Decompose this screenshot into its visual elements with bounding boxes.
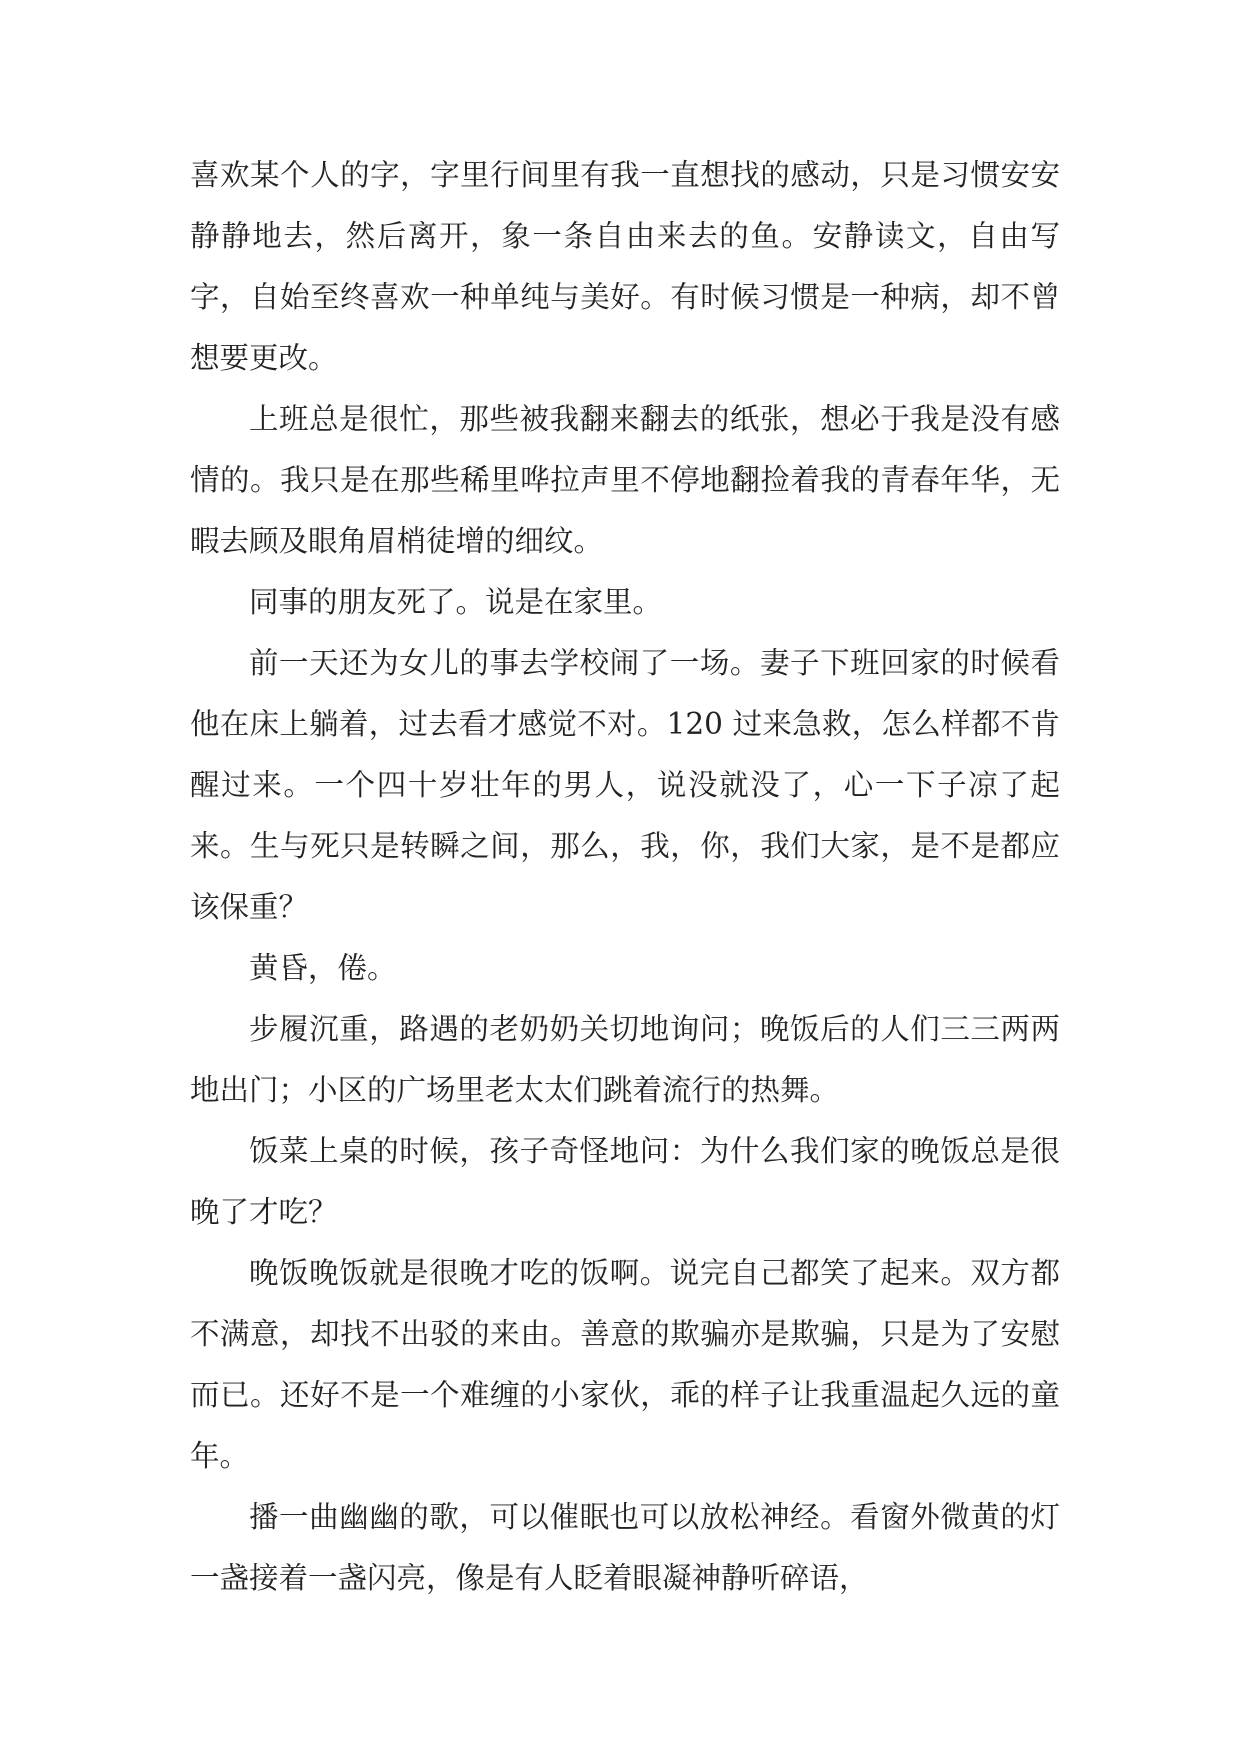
document-body [190,145,1060,1609]
paragraph-1: 喜欢某个人的字，字里行间里有我一直想找的感动，只是习惯安安静静地去，然后离开，象一条自由来去的鱼。安静读文，自由写字，自始至终喜欢一种单纯与美好。有时候习惯是一种病，却不曾想要更改。 [190,158,1060,375]
paragraph-6: 步履沉重，路遇的老奶奶关切地询问；晚饭后的人们三三两两地出门；小区的广场里老太太们跳着流行的热舞。 [190,1012,1060,1107]
paragraph-5: 黄昏，倦。 [249,951,397,985]
paragraph-3: 同事的朋友死了。说是在家里。 [249,585,663,619]
paragraph-2: 上班总是很忙，那些被我翻来翻去的纸张，想必于我是没有感情的。我只是在那些稀里哗拉声里不停地翻捡着我的青春年华，无暇去顾及眼角眉梢徒增的细纹。 [190,402,1060,558]
paragraph-8: 晚饭晚饭就是很晚才吃的饭啊。说完自己都笑了起来。双方都不满意，却找不出驳的来由。善意的欺骗亦是欺骗，只是为了安慰而已。还好不是一个难缠的小家伙，乖的样子让我重温起久远的童年。 [190,1256,1060,1473]
paragraph-7: 饭菜上桌的时候，孩子奇怪地问：为什么我们家的晚饭总是很晚了才吃？ [190,1134,1060,1229]
paragraph-9: 播一曲幽幽的歌，可以催眠也可以放松神经。看窗外微黄的灯一盏接着一盏闪亮，像是有人眨着眼凝神静听碎语， [190,1500,1060,1595]
paragraph-4: 前一天还为女儿的事去学校闹了一场。妻子下班回家的时候看他在床上躺着，过去看才感觉不对。120 过来急救，怎么样都不肯醒过来。一个四十岁壮年的男人，说没就没了，心一下子凉了起来。生与死只是转瞬之间，那么，我，你，我们大家，是不是都应该保重？ [190,646,1060,924]
